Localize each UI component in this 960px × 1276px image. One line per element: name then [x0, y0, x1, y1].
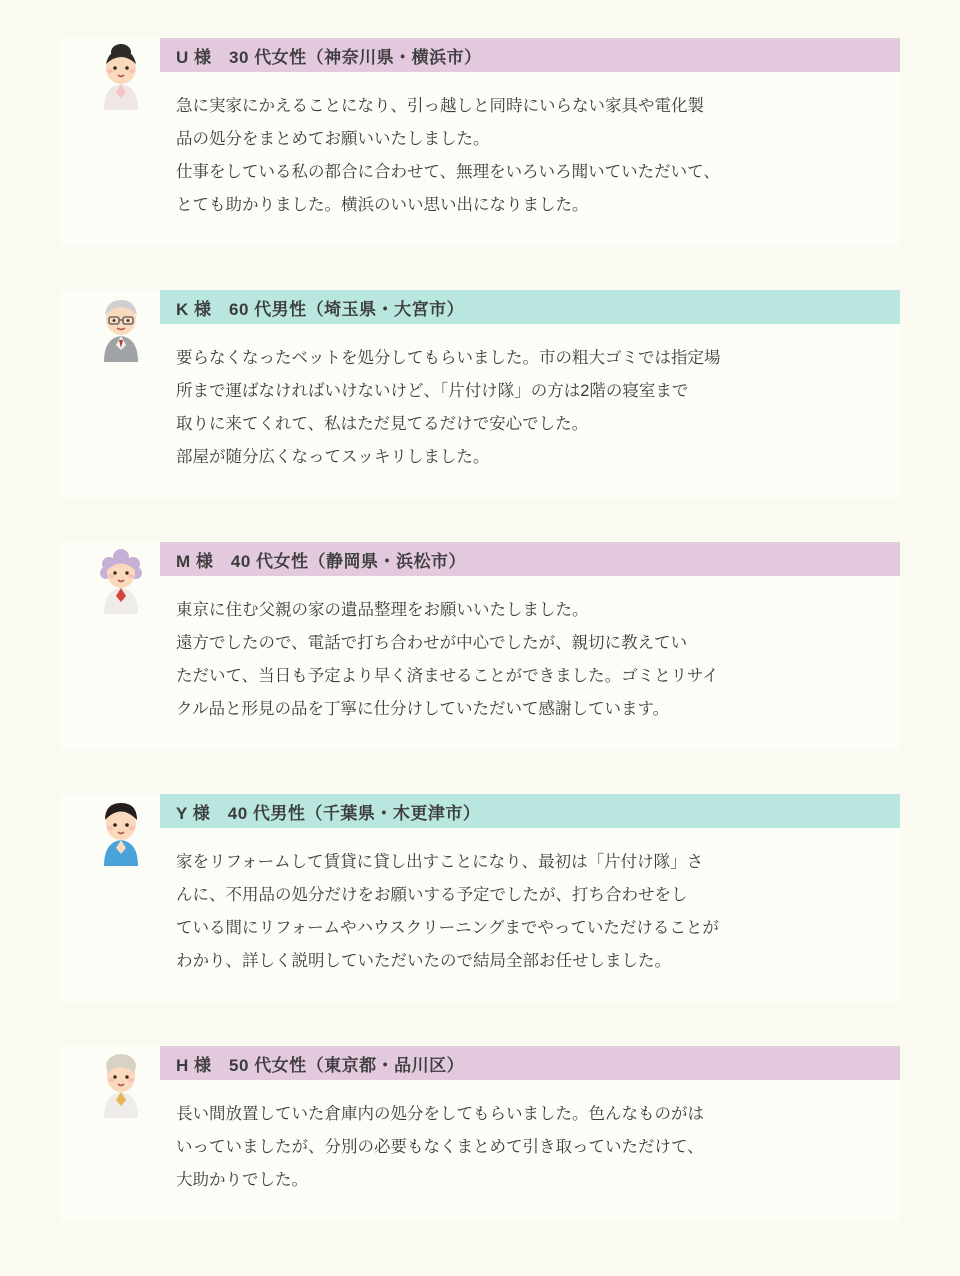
testimonial-body: [160, 72, 900, 228]
testimonial-line: クル品と形見の品を丁寧に仕分けしていただいて感謝しています。: [176, 700, 670, 718]
testimonial-line: 東京に住む父親の家の遺品整理をお願いいたしました。: [176, 601, 589, 619]
testimonial-body: [160, 576, 900, 732]
testimonial-line: とても助かりました。横浜のいい思い出になりました。: [176, 196, 589, 214]
elderly-woman-bun-avatar-icon: [88, 40, 154, 112]
testimonial-body: [160, 1080, 900, 1203]
testimonial-line: 長い間放置していた倉庫内の処分をしてもらいました。色んなものがは: [176, 1105, 704, 1123]
woman-curly-hair-avatar-icon: [88, 544, 154, 616]
testimonial-card: [60, 290, 900, 498]
testimonial-title: U 様 30 代女性（神奈川県・横浜市）: [176, 47, 482, 67]
testimonial-card: [60, 38, 900, 246]
testimonial-line: 部屋が随分広くなってスッキリしました。: [176, 448, 490, 466]
elderly-woman-gray-hair-avatar-icon: [88, 1048, 154, 1120]
testimonial-band: [160, 290, 900, 324]
testimonial-line: 遠方でしたので、電話で打ち合わせが中心でしたが、親切に教えてい: [176, 634, 688, 652]
testimonial-line: 大助かりでした。: [176, 1171, 308, 1189]
testimonial-line: 取りに来てくれて、私はただ見てるだけで安心でした。: [176, 415, 589, 433]
testimonial-line: ている間にリフォームやハウスクリーニングまでやっていただけることが: [176, 919, 719, 937]
testimonial-title: K 様 60 代男性（埼玉県・大宮市）: [176, 299, 465, 319]
testimonial-body: [160, 324, 900, 480]
elderly-man-glasses-avatar-icon: [88, 292, 154, 364]
testimonial-line: 仕事をしている私の都合に合わせて、無理をいろいろ聞いていただいて、: [176, 163, 720, 181]
testimonial-card: [60, 794, 900, 1002]
testimonial-title: H 様 50 代女性（東京都・品川区）: [176, 1055, 465, 1075]
testimonial-title: M 様 40 代女性（静岡県・浜松市）: [176, 551, 467, 571]
testimonial-line: 要らなくなったベットを処分してもらいました。市の粗大ゴミでは指定場: [176, 349, 721, 367]
testimonial-band: [160, 794, 900, 828]
testimonial-title: Y 様 40 代男性（千葉県・木更津市）: [176, 803, 481, 823]
testimonial-line: 所まで運ばなければいけないけど、「片付け隊」の方は2階の寝室まで: [176, 382, 689, 400]
testimonial-line: ただいて、当日も予定より早く済ませることができました。ゴミとリサイ: [176, 667, 719, 685]
testimonial-line: んに、不用品の処分だけをお願いする予定でしたが、打ち合わせをし: [176, 886, 688, 904]
testimonial-line: わかり、詳しく説明していただいたので結局全部お任せしました。: [176, 952, 671, 970]
testimonial-card: [60, 542, 900, 750]
testimonial-band: [160, 1046, 900, 1080]
testimonial-card: [60, 1046, 900, 1221]
testimonial-line: 家をリフォームして賃貸に貸し出すことになり、最初は「片付け隊」さ: [176, 853, 704, 871]
testimonial-line: 急に実家にかえることになり、引っ越しと同時にいらない家具や電化製: [176, 97, 704, 115]
testimonial-body: [160, 828, 900, 984]
man-blue-shirt-avatar-icon: [88, 796, 154, 868]
testimonial-band: [160, 38, 900, 72]
testimonial-line: いっていましたが、分別の必要もなくまとめて引き取っていただけて、: [176, 1138, 704, 1156]
testimonial-line: 品の処分をまとめてお願いいたしました。: [176, 130, 490, 148]
testimonial-band: [160, 542, 900, 576]
